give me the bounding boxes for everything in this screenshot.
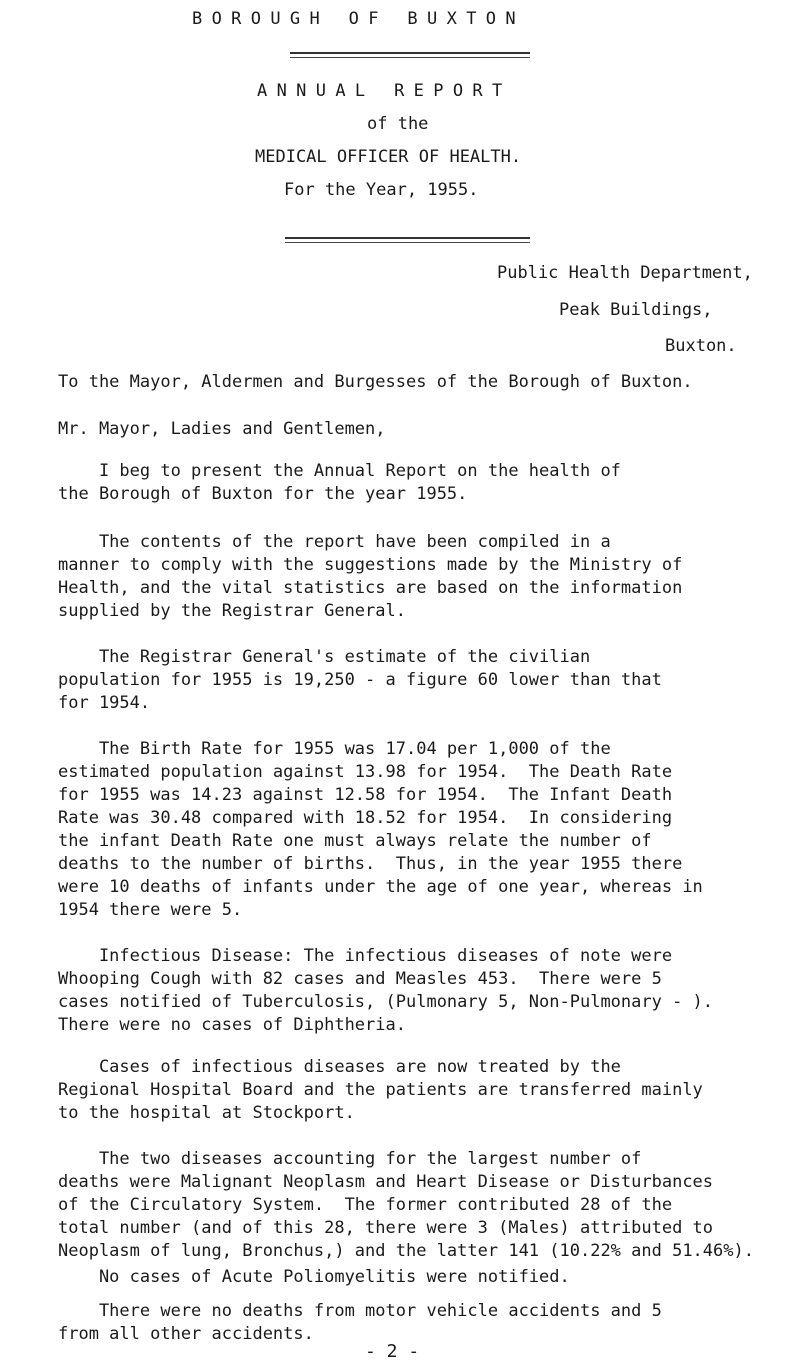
paragraph-intro: I beg to present the Annual Report on the health of the Borough of Buxton for the year 1955. bbox=[58, 461, 621, 504]
report-year: For the Year, 1955. bbox=[284, 180, 479, 200]
report-of-the: of the bbox=[367, 114, 429, 134]
paragraph-population: The Registrar General's estimate of the civilian population for 1955 is 19,250 - a figure 60 lower than that for 1954. bbox=[58, 647, 662, 713]
report-officer: MEDICAL OFFICER OF HEALTH. bbox=[255, 147, 522, 167]
paragraph-rates: The Birth Rate for 1955 was 17.04 per 1,000 of the estimated population against 13.98 for 1954. The Death Rate for 1955 was 14.23 against 12.58 for 1954. The Infant Death Rate was 30.48 compared with 18.52 for 1954. In considering the infant Death Rate one must always relate the number of deaths to the number of births. Thus, in the year 1955 there were 10 deaths of infants under the age of one year, whereas in 1954 there were 5. bbox=[58, 739, 703, 920]
heading-rule-bottom-2 bbox=[285, 242, 530, 243]
addressee: To the Mayor, Aldermen and Burgesses of the Borough of Buxton. bbox=[58, 372, 693, 392]
salutation: Mr. Mayor, Ladies and Gentlemen, bbox=[58, 419, 386, 439]
paragraph-poliomyelitis: No cases of Acute Poliomyelitis were notified. bbox=[58, 1267, 570, 1287]
paragraph-hospital: Cases of infectious diseases are now treated by the Regional Hospital Board and the patients are transferred mainly to the hospital at Stockport. bbox=[58, 1057, 703, 1123]
paragraph-causes-of-death: The two diseases accounting for the largest number of deaths were Malignant Neoplasm and Heart Disease or Disturbances of the Circulatory System. The former contributed 28 of the total number (and of this 28, there were 3 (Males) attributed to Neoplasm of lung, Bronchus,) and the latter 141 (10.22% and 51.46%). bbox=[58, 1149, 754, 1261]
paragraph-contents: The contents of the report have been compiled in a manner to comply with the suggestions made by the Ministry of Health, and the vital statistics are based on the information supplied by the Registrar General. bbox=[58, 532, 683, 621]
paragraph-accidents: There were no deaths from motor vehicle accidents and 5 from all other accidents. bbox=[58, 1301, 662, 1344]
report-title: ANNUAL REPORT bbox=[257, 81, 512, 101]
address-line-2: Peak Buildings, bbox=[559, 300, 713, 320]
address-line-3: Buxton. bbox=[665, 336, 737, 356]
page-number: - 2 - bbox=[365, 1341, 420, 1362]
borough-heading: BOROUGH OF BUXTON bbox=[192, 9, 525, 29]
heading-rule-top bbox=[290, 52, 530, 54]
heading-rule-bottom bbox=[285, 237, 530, 239]
paragraph-infectious-disease: Infectious Disease: The infectious diseases of note were Whooping Cough with 82 cases and Measles 453. There were 5 cases notified of Tuberculosis, (Pulmonary 5, Non-Pulmonary - ). There were no cases of Diphtheria. bbox=[58, 946, 714, 1035]
address-line-1: Public Health Department, bbox=[497, 263, 753, 283]
heading-rule-top-2 bbox=[290, 57, 530, 58]
